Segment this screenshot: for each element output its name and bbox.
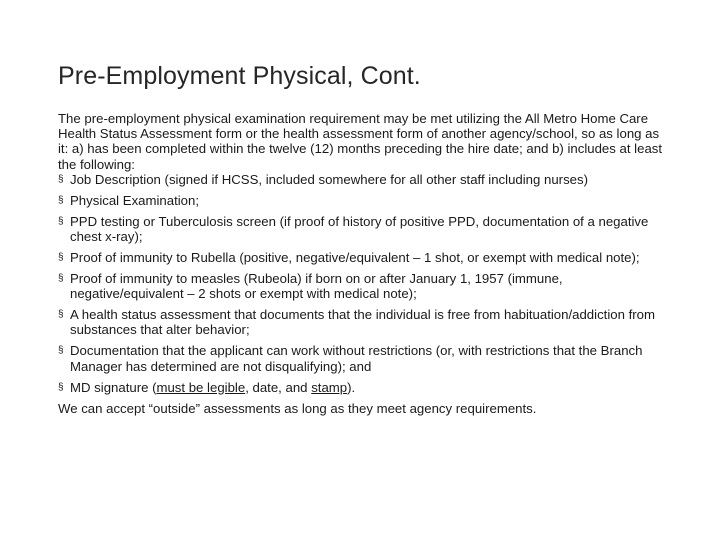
section-bullet-icon: § bbox=[58, 252, 64, 264]
section-bullet-icon: § bbox=[58, 273, 64, 285]
md-signature-suffix: ). bbox=[347, 379, 356, 395]
list-item-documentation bbox=[58, 343, 670, 373]
intro-paragraph: The pre-employment physical examination requirement may be met utilizing the All Metro Home Care Health Status Assessment form or the health assessment form of another agency/school, so as long as it: a) has been completed within the twelve (12) months preceding the hire date; and b) includes at least the following: bbox=[58, 111, 663, 172]
list-item-text: Physical Examination; bbox=[70, 192, 200, 208]
requirements-list bbox=[58, 172, 670, 395]
section-bullet-icon: § bbox=[58, 309, 64, 321]
list-item-md-signature bbox=[58, 380, 670, 395]
list-item-ppd-testing bbox=[58, 214, 670, 244]
section-bullet-icon: § bbox=[58, 215, 64, 227]
md-signature-middle: , date, and bbox=[245, 379, 312, 395]
list-item-text: Job Description (signed if HCSS, included somewhere for all other staff including nurses) bbox=[70, 171, 588, 187]
slide-body bbox=[58, 111, 670, 416]
list-item-health-status bbox=[58, 307, 670, 337]
list-item-text: A health status assessment that documents that the individual is free from habituation/addiction from substances that alter behavior; bbox=[70, 307, 655, 338]
list-item-text: Proof of immunity to Rubella (positive, negative/equivalent – 1 shot, or exempt with medical note); bbox=[70, 250, 640, 266]
list-item-physical-exam bbox=[58, 193, 670, 208]
section-bullet-icon: § bbox=[58, 381, 64, 393]
section-bullet-icon: § bbox=[58, 194, 64, 206]
list-item-text: PPD testing or Tuberculosis screen (if proof of history of positive PPD, documentation of a negative chest x-ray); bbox=[70, 213, 649, 245]
must-be-legible-text: must be legible bbox=[156, 379, 246, 395]
list-item-text: Proof of immunity to measles (Rubeola) if born on or after January 1, 1957 (immune, negative/equivalent – 2 shots or exempt with medical note); bbox=[70, 271, 563, 302]
section-bullet-icon: § bbox=[58, 345, 64, 357]
closing-paragraph: We can accept “outside” assessments as long as they meet agency requirements. bbox=[58, 400, 537, 416]
md-signature-prefix: MD signature ( bbox=[70, 379, 157, 395]
slide-title: Pre-Employment Physical, Cont. bbox=[58, 62, 421, 90]
list-item-rubella bbox=[58, 250, 670, 265]
list-item-text: Documentation that the applicant can work without restrictions (or, with restrictions that the Branch Manager has determined are not disqualifying); and bbox=[70, 343, 643, 374]
list-item-measles bbox=[58, 271, 670, 301]
list-item-job-description bbox=[58, 172, 670, 187]
stamp-text: stamp bbox=[311, 379, 348, 395]
section-bullet-icon: § bbox=[58, 173, 64, 185]
